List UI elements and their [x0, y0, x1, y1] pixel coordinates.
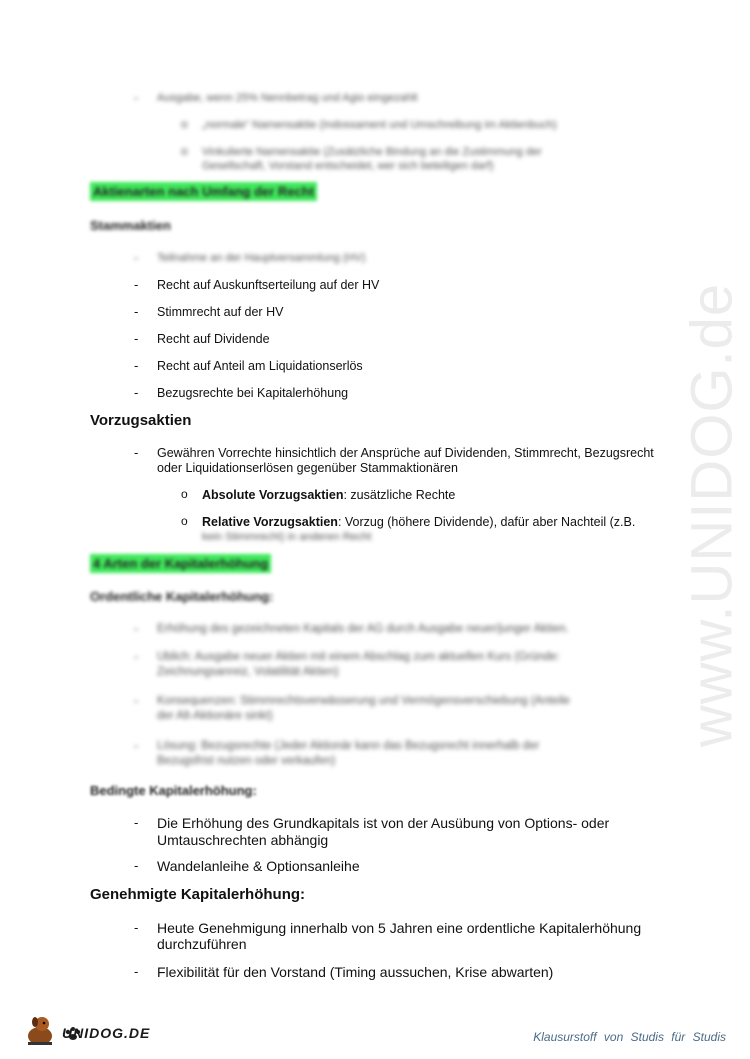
list-item: oder Liquidationserlösen gegenüber Stammaktionären — [157, 461, 458, 475]
dash-bullet: - — [134, 445, 139, 460]
dog-icon — [28, 1017, 52, 1045]
list-item: Die Erhöhung des Grundkapitals ist von der Ausübung von Options- oder — [157, 815, 610, 831]
highlighted-heading: 4 Arten der Kapitalerhöhung — [90, 554, 271, 573]
stamm-title: Stammaktien — [90, 218, 171, 233]
list-item: Gewähren Vorrechte hinsichtlich der Ansprüche auf Dividenden, Stimmrecht, Bezugsrecht — [157, 446, 654, 460]
dash-bullet: - — [134, 304, 139, 319]
circle-bullet: o — [181, 514, 188, 528]
logo-text: UNIDOG.DE — [62, 1025, 151, 1041]
bedingte-title: Bedingte Kapitalerhöhung: — [90, 783, 257, 798]
dash-bullet: - — [134, 738, 139, 753]
bold-term: Relative Vorzugsaktien — [202, 515, 338, 529]
section-heading — [90, 556, 271, 571]
list-item — [202, 487, 662, 503]
footer-tagline: Klausurstoff von Studis für Studis — [533, 1030, 726, 1044]
dash-bullet: - — [134, 920, 139, 935]
list-item: Recht auf Auskunftserteilung auf der HV — [157, 278, 380, 292]
list-item: Erhöhung des gezeichneten Kapitals der AG durch Ausgabe neuer/junger Aktien. — [157, 623, 569, 635]
dash-bullet: - — [134, 90, 139, 105]
section-heading — [90, 184, 317, 199]
term-description: : Vorzug (höhere Dividende), dafür aber Nachteil (z.B. — [337, 515, 636, 529]
circle-bullet: o — [181, 117, 188, 131]
list-item: Heute Genehmigung innerhalb von 5 Jahren eine ordentliche Kapitalerhöhung — [157, 920, 642, 936]
list-item: Zeichnungsanreiz, Volatilität Aktien) — [157, 666, 339, 678]
list-item: Teilnahme an der Hauptversammlung (HV) — [157, 252, 366, 264]
list-item: Lösung: Bezugsrechte (Jeder Aktionär kann das Bezugsrecht innerhalb der — [157, 740, 540, 752]
dash-bullet: - — [134, 815, 139, 830]
list-item: Bezugsfrist nutzen oder verkaufen) — [157, 755, 336, 767]
dash-bullet: - — [134, 385, 139, 400]
term-description: : zusätzliche Rechte — [343, 488, 456, 502]
circle-bullet: o — [181, 487, 188, 501]
list-item: Wandelanleihe & Optionsanleihe — [157, 858, 360, 874]
watermark: www.UNIDOG.de — [679, 282, 745, 748]
list-item: Recht auf Anteil am Liquidationserlös — [157, 359, 363, 373]
list-item: Bezugsrechte bei Kapitalerhöhung — [157, 386, 349, 400]
ordentliche-title: Ordentliche Kapitalerhöhung: — [90, 589, 274, 604]
list-item: Gesellschaft, Vorstand entscheidet, wer sich beteiligen darf) — [202, 160, 494, 172]
list-item: durchzuführen — [157, 936, 247, 952]
list-item: Konsequenzen: Stimmrechtsverwässerung und Vermögensverschiebung (Anteile — [157, 695, 570, 707]
dash-bullet: - — [134, 277, 139, 292]
dash-bullet: - — [134, 649, 139, 664]
list-item: Umtauschrechten abhängig — [157, 832, 329, 848]
circle-bullet: o — [181, 144, 188, 158]
dash-bullet: - — [134, 964, 139, 979]
dash-bullet: - — [134, 858, 139, 873]
vorzug-title: Vorzugsaktien — [90, 412, 192, 429]
dash-bullet: - — [134, 358, 139, 373]
dash-bullet: - — [134, 250, 139, 265]
list-item: der Alt-Aktionäre sinkt) — [157, 710, 273, 722]
dash-bullet: - — [134, 621, 139, 636]
list-item: kein Stimmrecht) in anderen Recht — [202, 531, 372, 543]
dash-bullet: - — [134, 331, 139, 346]
list-item: „normale“ Namensaktie (Indossament und Umschreibung im Aktienbuch) — [202, 119, 557, 131]
highlighted-heading: Aktienarten nach Umfang der Recht — [90, 182, 317, 201]
list-item: Recht auf Dividende — [157, 332, 270, 346]
dash-bullet: - — [134, 693, 139, 708]
list-item — [202, 514, 662, 530]
bold-term: Absolute Vorzugsaktien — [202, 488, 344, 502]
list-item: Vinkulierte Namensaktie (Zusätzliche Bindung an die Zustimmung der — [202, 146, 542, 158]
list-item: Stimmrecht auf der HV — [157, 305, 284, 319]
list-item: Üblich: Ausgabe neuer Aktien mit einem Abschlag zum aktuellen Kurs (Gründe: — [157, 651, 560, 663]
genehmigte-title: Genehmigte Kapitalerhöhung: — [90, 886, 306, 903]
list-item: Ausgabe, wenn 25% Nennbetrag und Agio eingezahlt — [157, 92, 418, 104]
list-item: Flexibilität für den Vorstand (Timing aussuchen, Krise abwarten) — [157, 964, 554, 980]
